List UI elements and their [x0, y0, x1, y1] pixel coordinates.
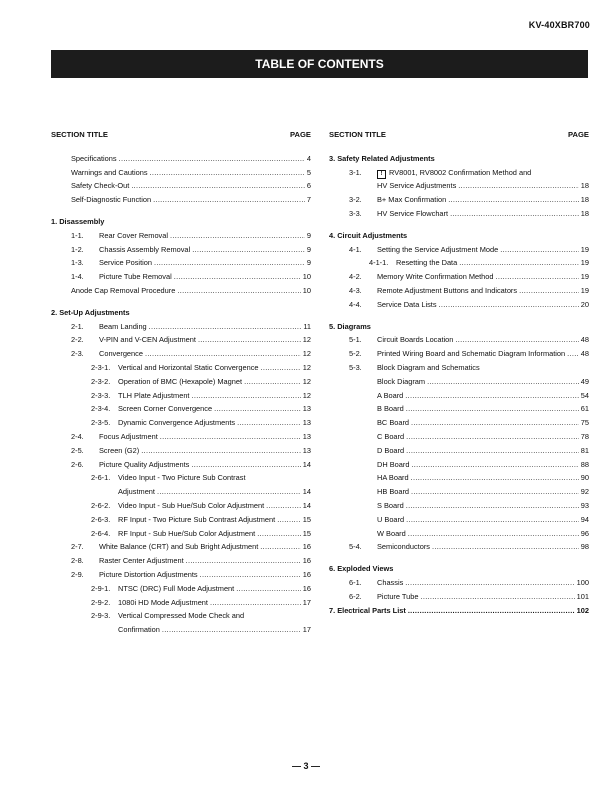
- toc-entry[interactable]: 2-8. Raster Center Adjustment ..... 16: [51, 554, 311, 568]
- toc-left-column: [51, 128, 311, 637]
- toc-entry[interactable]: 5-4. Semiconductors ..... 98: [329, 540, 589, 554]
- toc-entry[interactable]: C Board ..... 78: [329, 430, 589, 444]
- section-title-header: SECTION TITLE: [329, 130, 386, 139]
- section-heading: 3. Safety Related Adjustments: [329, 153, 435, 163]
- toc-entry[interactable]: HB Board ..... 92: [329, 485, 589, 499]
- toc-entry[interactable]: 4-1-1. Resetting the Data ..... 19: [329, 256, 589, 270]
- toc-entry[interactable]: 2-6-4. RF Input - Sub Hue/Sub Color Adjustment ..... 15: [51, 527, 311, 541]
- toc-entry[interactable]: 3-3. HV Service Flowchart ..... 18: [329, 207, 589, 221]
- column-header: [329, 128, 589, 142]
- toc-entry[interactable]: Warnings and Cautions ..... 5: [51, 166, 311, 180]
- toc-entry[interactable]: 4-3. Remote Adjustment Buttons and Indicators ..... 19: [329, 284, 589, 298]
- section-heading: 4. Circuit Adjustments: [329, 230, 408, 240]
- safety-warning-icon: !: [377, 170, 386, 179]
- toc-entry[interactable]: 2-3-1. Vertical and Horizontal Static Convergence ..... 12: [51, 361, 311, 375]
- toc-entry-continued[interactable]: Adjustment ..... 14: [51, 485, 311, 499]
- toc-entry[interactable]: 1-1. Rear Cover Removal ..... 9: [51, 229, 311, 243]
- toc-entry[interactable]: 2-1. Beam Landing ..... 11: [51, 320, 311, 334]
- toc-right-column: [329, 128, 589, 617]
- toc-entry[interactable]: 2-9-2. 1080i HD Mode Adjustment ..... 17: [51, 596, 311, 610]
- toc-entry[interactable]: A Board ..... 54: [329, 389, 589, 403]
- toc-entry[interactable]: Anode Cap Removal Procedure ..... 10: [51, 284, 311, 298]
- toc-entry[interactable]: 2-3-4. Screen Corner Convergence ..... 13: [51, 402, 311, 416]
- toc-entry[interactable]: 1-2. Chassis Assembly Removal ..... 9: [51, 243, 311, 257]
- page-header: PAGE: [568, 130, 589, 139]
- toc-entry[interactable]: 5-1. Circuit Boards Location ..... 48: [329, 333, 589, 347]
- toc-entry[interactable]: DH Board ..... 88: [329, 458, 589, 472]
- toc-entry[interactable]: 2-2. V-PIN and V-CEN Adjustment ..... 12: [51, 333, 311, 347]
- toc-entry[interactable]: Specifications ..... 4: [51, 152, 311, 166]
- toc-entry[interactable]: 2-9-1. NTSC (DRC) Full Mode Adjustment ..... 16: [51, 582, 311, 596]
- toc-entry[interactable]: W Board ..... 96: [329, 527, 589, 541]
- toc-entry[interactable]: 5-2. Printed Wiring Board and Schematic Diagram Information ..... 48: [329, 347, 589, 361]
- toc-entry[interactable]: 2-3. Convergence ..... 12: [51, 347, 311, 361]
- toc-entry[interactable]: BC Board ..... 75: [329, 416, 589, 430]
- toc-entry[interactable]: D Board ..... 81: [329, 444, 589, 458]
- toc-banner: [51, 50, 588, 78]
- toc-entry[interactable]: 2-4. Focus Adjustment ..... 13: [51, 430, 311, 444]
- toc-entry[interactable]: 1-3. Service Position ..... 9: [51, 256, 311, 270]
- toc-entry[interactable]: 2-3-2. Operation of BMC (Hexapole) Magnet ..... 12: [51, 375, 311, 389]
- section-title-header: SECTION TITLE: [51, 130, 108, 139]
- section-heading: 5. Diagrams: [329, 321, 371, 331]
- toc-entry[interactable]: Safety Check-Out ..... 6: [51, 179, 311, 193]
- page-number: — 3 —: [291, 761, 320, 771]
- toc-entry[interactable]: 3-1. ! RV8001, RV8002 Confirmation Method and: [349, 167, 532, 177]
- toc-entry[interactable]: Self-Diagnostic Function ..... 7: [51, 193, 311, 207]
- toc-entry[interactable]: 6-2. Picture Tube ..... 101: [329, 590, 589, 604]
- toc-entry[interactable]: HA Board ..... 90: [329, 471, 589, 485]
- toc-entry[interactable]: 2-6-3. RF Input - Two Picture Sub Contrast Adjustment ..... 15: [51, 513, 311, 527]
- toc-entry[interactable]: 2-9-3. Vertical Compressed Mode Check and: [91, 611, 245, 621]
- toc-entry[interactable]: 4-1. Setting the Service Adjustment Mode ..... 19: [329, 243, 589, 257]
- toc-entry[interactable]: Block Diagram ..... 49: [329, 375, 589, 389]
- toc-entry[interactable]: S Board ..... 93: [329, 499, 589, 513]
- toc-entry[interactable]: 4-2. Memory Write Confirmation Method ..... 19: [329, 270, 589, 284]
- section-heading: 1. Disassembly: [51, 216, 105, 226]
- toc-entry[interactable]: 1-4. Picture Tube Removal ..... 10: [51, 270, 311, 284]
- section-heading: 6. Exploded Views: [329, 564, 394, 574]
- toc-entry-continued[interactable]: Confirmation ..... 17: [51, 623, 311, 637]
- toc-entry[interactable]: 4-4. Service Data Lists ..... 20: [329, 298, 589, 312]
- toc-entry[interactable]: 3-2. B+ Max Confirmation ..... 18: [329, 193, 589, 207]
- toc-entry[interactable]: 2-5. Screen (G2) ..... 13: [51, 444, 311, 458]
- toc-entry[interactable]: 2-9. Picture Distortion Adjustments ..... 16: [51, 568, 311, 582]
- column-header: [51, 128, 311, 142]
- toc-entry[interactable]: 2-3-3. TLH Plate Adjustment ..... 12: [51, 389, 311, 403]
- page-header: PAGE: [290, 130, 311, 139]
- model-number: KV-40XBR700: [528, 20, 590, 30]
- toc-entry[interactable]: 6-1. Chassis ..... 100: [329, 576, 589, 590]
- banner-title: TABLE OF CONTENTS: [255, 57, 384, 71]
- section-heading: 2. Set-Up Adjustments: [51, 307, 130, 317]
- toc-entry[interactable]: 2-6-2. Video Input - Sub Hue/Sub Color Adjustment ..... 14: [51, 499, 311, 513]
- toc-entry[interactable]: 2-3-5. Dynamic Convergence Adjustments ..... 13: [51, 416, 311, 430]
- toc-entry[interactable]: 2-6-1. Video Input - Two Picture Sub Contrast: [91, 473, 246, 483]
- toc-entry[interactable]: 7. Electrical Parts List ..... 102: [329, 604, 589, 618]
- toc-entry[interactable]: 2-7. White Balance (CRT) and Sub Bright Adjustment ..... 16: [51, 540, 311, 554]
- toc-entry-continued[interactable]: HV Service Adjustments ..... 18: [329, 179, 589, 193]
- toc-entry[interactable]: 5-3. Block Diagram and Schematics: [349, 362, 480, 372]
- toc-entry[interactable]: U Board ..... 94: [329, 513, 589, 527]
- toc-entry[interactable]: B Board ..... 61: [329, 402, 589, 416]
- toc-entry[interactable]: 2-6. Picture Quality Adjustments ..... 14: [51, 458, 311, 472]
